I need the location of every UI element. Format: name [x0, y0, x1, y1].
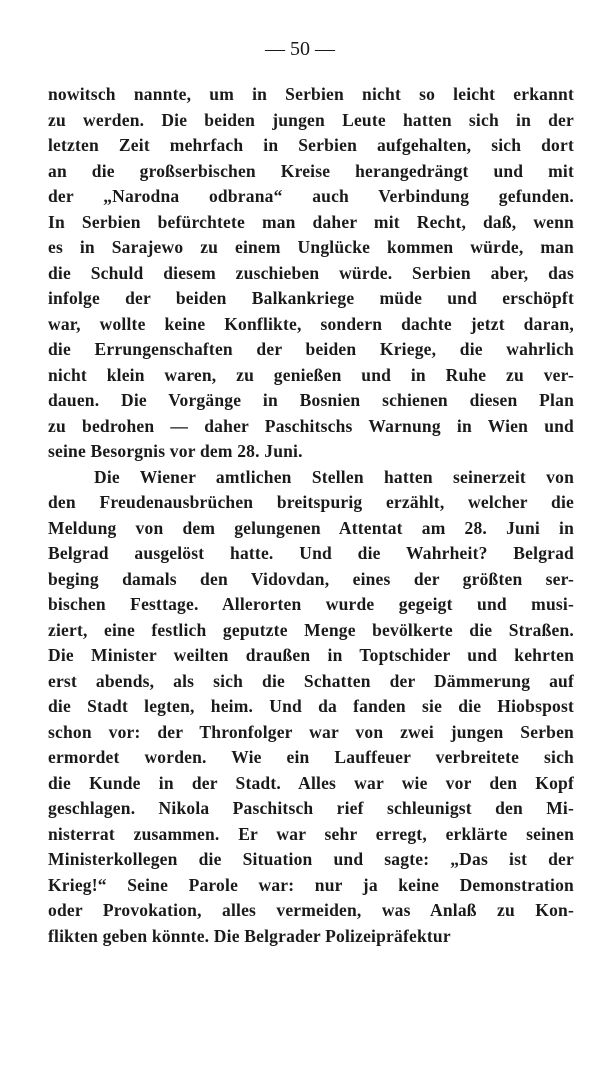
- text-line: Die Minister weilten draußen in Toptschider und kehrten: [48, 645, 574, 665]
- text-line: beging damals den Vidovdan, eines der größten ser-: [48, 568, 574, 589]
- text-line: die Stadt legten, heim. Und da fanden sie die Hiobspost: [48, 696, 574, 716]
- text-line: die Schuld diesem zuschieben würde. Serbien aber, das: [48, 262, 574, 283]
- text-line: war, wollte keine Konflikte, sondern dachte jetzt daran,: [48, 313, 574, 334]
- text-line: seine Besorgnis vor dem 28. Juni.: [48, 441, 303, 461]
- paragraph-2: [48, 465, 574, 950]
- text-line: geschlagen. Nikola Paschitsch rief schleunigst den Mi-: [48, 798, 574, 818]
- text-line: zu werden. Die beiden jungen Leute hatten sich in der: [48, 109, 574, 130]
- text-line: Die Wiener amtlichen Stellen hatten seinerzeit von: [94, 466, 574, 487]
- text-line: Krieg!“ Seine Parole war: nur ja keine Demonstration: [48, 874, 574, 895]
- text-line: dauen. Die Vorgänge in Bosnien schienen diesen Plan: [48, 390, 574, 410]
- text-line: bischen Festtage. Allerorten wurde gegeigt und musi-: [48, 594, 574, 614]
- body-text: [48, 82, 574, 949]
- text-line: den Freudenausbrüchen breitspurig erzählt, welcher die: [48, 492, 574, 512]
- text-line: nowitsch nannte, um in Serbien nicht so leicht erkannt: [48, 84, 574, 104]
- text-line: schon vor: der Thronfolger war von zwei jungen Serben: [48, 721, 574, 742]
- text-line: die Kunde in der Stadt. Alles war wie vor den Kopf: [48, 772, 574, 793]
- text-line: oder Provokation, alles vermeiden, was Anlaß zu Kon-: [48, 900, 574, 920]
- text-line: Ministerkollegen die Situation und sagte: „Das ist der: [48, 849, 574, 869]
- text-line: Meldung von dem gelungenen Attentat am 28. Juni in: [48, 517, 574, 538]
- text-line: Belgrad ausgelöst hatte. Und die Wahrheit? Belgrad: [48, 543, 574, 563]
- text-line: flikten geben könnte. Die Belgrader Polizeipräfektur: [48, 925, 451, 946]
- page-number: — 50 —: [265, 38, 335, 60]
- text-line: an die großserbischen Kreise herangedrängt und mit: [48, 160, 574, 181]
- text-line: letzten Zeit mehrfach in Serbien aufgehalten, sich dort: [48, 135, 574, 155]
- text-line: es in Sarajewo zu einem Unglücke kommen würde, man: [48, 237, 574, 257]
- text-line: In Serbien befürchtete man daher mit Recht, daß, wenn: [48, 211, 574, 232]
- text-line: die Errungenschaften der beiden Kriege, die wahrlich: [48, 339, 574, 359]
- text-line: infolge der beiden Balkankriege müde und erschöpft: [48, 288, 574, 308]
- text-line: ermordet worden. Wie ein Lauffeuer verbreitete sich: [48, 747, 574, 767]
- text-line: der „Narodna odbrana“ auch Verbindung gefunden.: [48, 186, 574, 206]
- paragraph-1: [48, 82, 574, 465]
- text-line: erst abends, als sich die Schatten der Dämmerung auf: [48, 670, 574, 691]
- text-line: zu bedrohen — daher Paschitschs Warnung in Wien und: [48, 415, 574, 436]
- text-line: nicht klein waren, zu genießen und in Ruhe zu ver-: [48, 364, 574, 385]
- text-line: ziert, eine festlich geputzte Menge bevölkerte die Straßen.: [48, 619, 574, 640]
- text-line: nisterrat zusammen. Er war sehr erregt, erklärte seinen: [48, 823, 574, 844]
